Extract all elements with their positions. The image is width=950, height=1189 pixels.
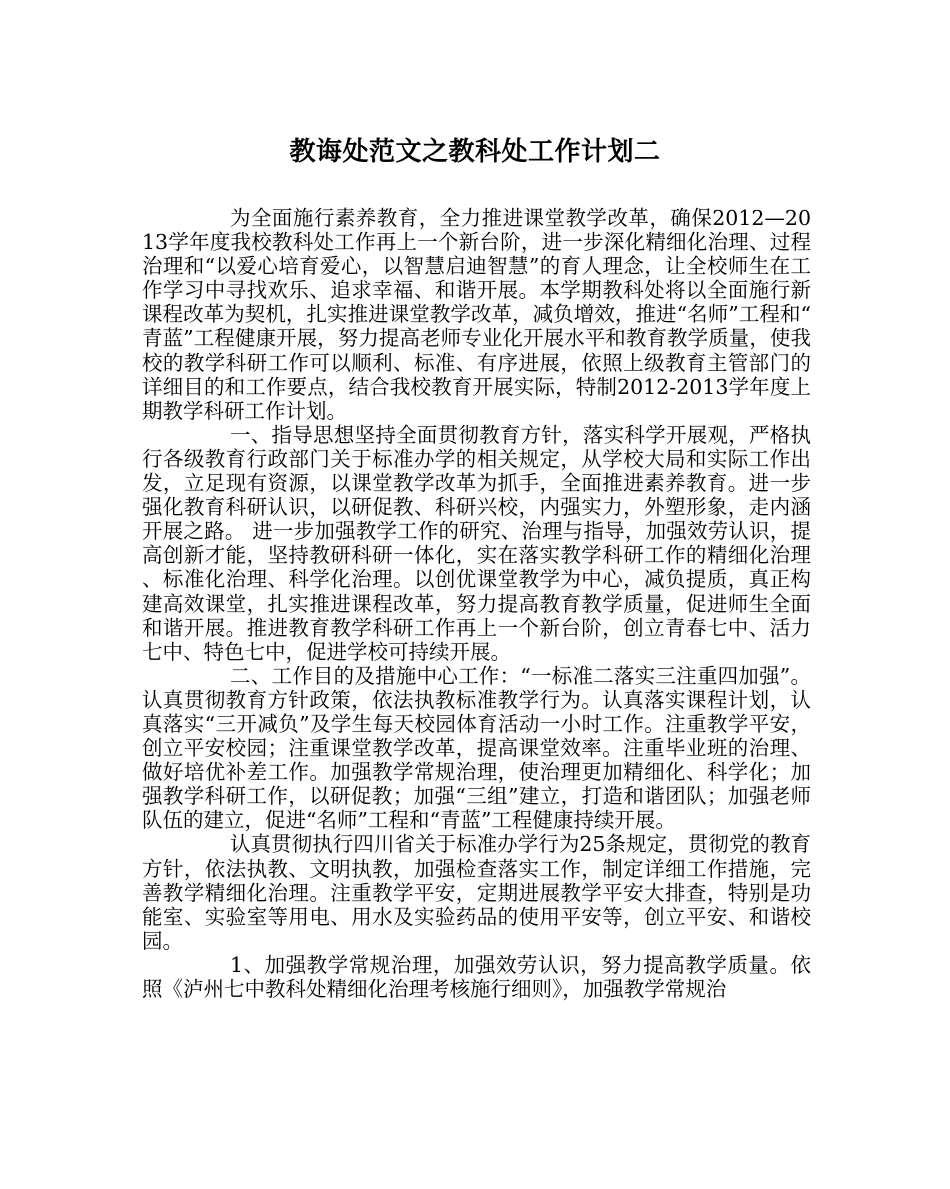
paragraph-goals-measures: 二、工作目的及措施中心工作：“一标准二落实三注重四加强”。认真贯彻教育方针政策，依法执教标准教学行为。认真落实课程计划，认真落实“三开减负”及学生每天校园体育活动一小时工作。注重教学平安，创立平安校园；注重课堂教学改革，提高课堂效率。注重毕业班的治理、做好培优补差工作。加强教学常规治理，使治理更加精细化、科学化；加强教学科研工作，以研促教；加强“三组”建立，打造和谐团队；加强老师队伍的建立，促进“名师”工程和“青蓝”工程健康持续开展。 (142, 663, 811, 833)
paragraph-standard-regulations: 认真贯彻执行四川省关于标准办学行为25条规定，贯彻党的教育方针，依法执教、文明执教，加强检查落实工作，制定详细工作措施，完善教学精细化治理。注重教学平安，定期进展教学平安大排查，特别是功能室、实验室等用电、用水及实验药品的使用平安等，创立平安、和谐校园。 (142, 832, 811, 953)
paragraph-intro: 为全面施行素养教育，全力推进课堂教学改革，确保2012—2013学年度我校教科处工作再上一个新台阶，进一步深化精细化治理、过程治理和“以爱心培育爱心，以智慧启迪智慧”的育人理念，让全校师生在工作学习中寻找欢乐、追求幸福、和谐开展。本学期教科处将以全面施行新课程改革为契机，扎实推进课堂教学改革，减负增效，推进“名师”工程和“青蓝”工程健康开展，努力提高老师专业化开展水平和教育教学质量，使我校的教学科研工作可以顺利、标准、有序进展，依照上级教育主管部门的详细目的和工作要点，结合我校教育开展实际，特制2012-2013学年度上期教学科研工作计划。 (142, 206, 811, 423)
document-title: 教诲处范文之教科处工作计划二 (289, 137, 661, 167)
paragraph-teaching-routine: 1、加强教学常规治理，加强效劳认识，努力提高教学质量。依照《泸州七中教科处精细化治理考核施行细则》，加强教学常规治 (142, 952, 811, 1001)
paragraph-guiding-ideology: 一、指导思想坚持全面贯彻教育方针，落实科学开展观，严格执行各级教育行政部门关于标准办学的相关规定，从学校大局和实际工作出发，立足现有资源，以课堂教学改革为抓手，全面推进素养教育。进一步强化教育科研认识，以研促教、科研兴校，内强实力，外塑形象，走内涵开展之路。 进一步加强教学工作的研究、治理与指导，加强效劳认识，提高创新才能，坚持教研科研一体化，实在落实教学科研工作的精细化治理、标准化治理、科学化治理。以创优课堂教学为中心，减负提质，真正构建高效课堂，扎实推进课程改革，努力提高教育教学质量，促进师生全面和谐开展。推进教育教学科研工作再上一个新台阶，创立青春七中、活力七中、特色七中，促进学校可持续开展。 (142, 422, 811, 664)
document-body (142, 206, 811, 1001)
